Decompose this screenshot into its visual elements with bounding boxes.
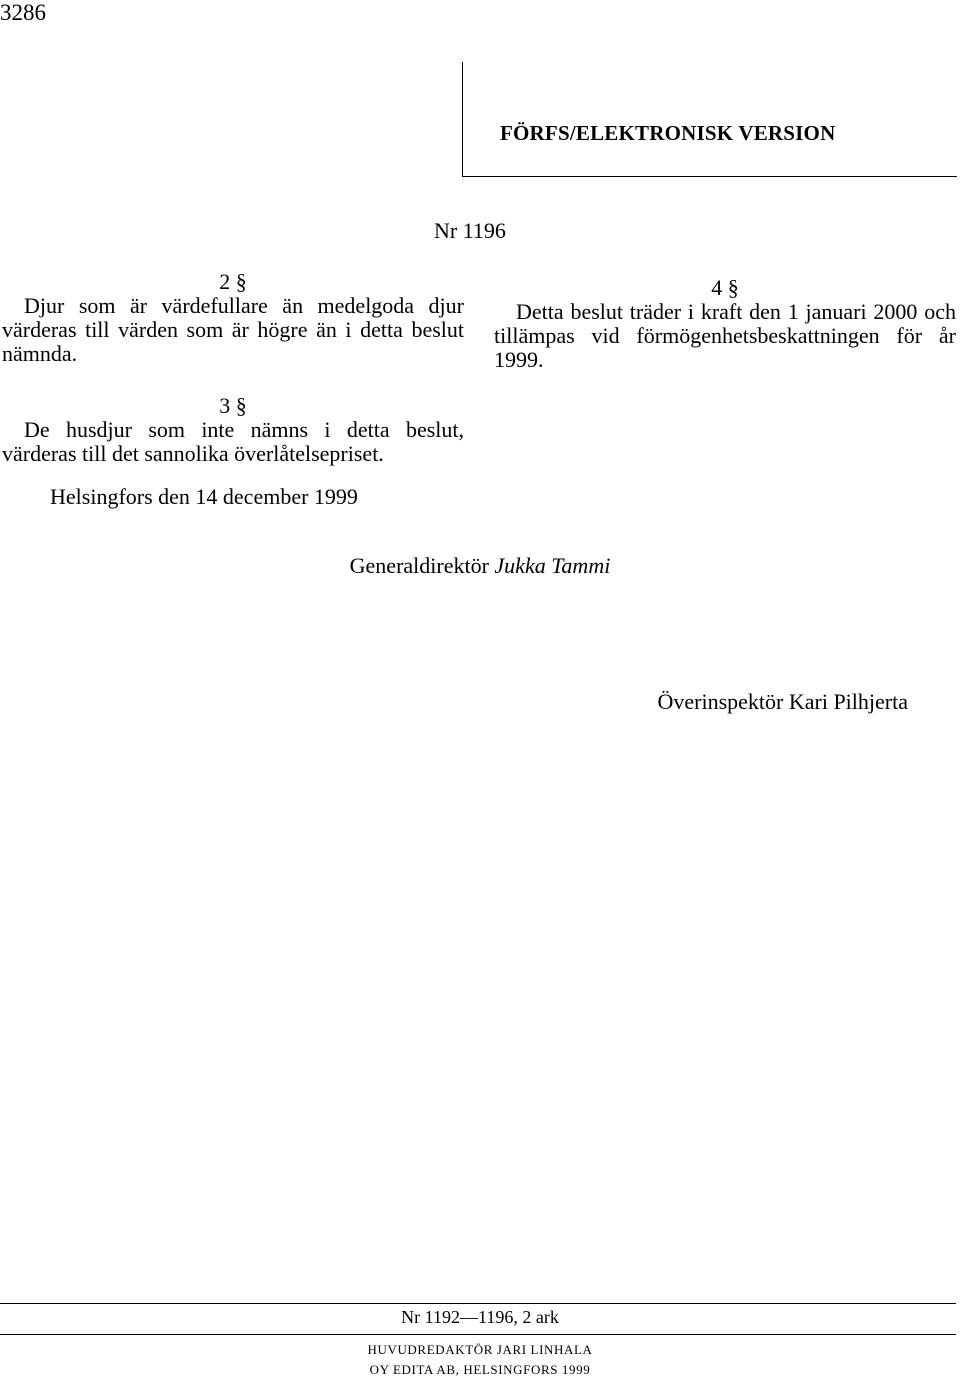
- footer-rule-middle: [0, 1334, 956, 1335]
- section-3-text: De husdjur som inte nämns i detta beslut, värderas till det sannolika överlåtelsepriset.: [2, 417, 464, 466]
- section-3-heading: 3 §: [219, 393, 247, 418]
- section-3: [2, 394, 464, 466]
- footer-rule-top: [0, 1303, 956, 1304]
- section-2-text: Djur som är värdefullare än medelgoda djur värderas till värden som är högre än i detta beslut nämnda.: [2, 293, 464, 366]
- signer-director-general: [0, 553, 960, 579]
- signer1-name: Jukka Tammi: [494, 553, 611, 578]
- statute-number: Nr 1196: [434, 218, 506, 243]
- version-box: [462, 62, 957, 177]
- version-label: FÖRFS/ELEKTRONISK VERSION: [500, 121, 836, 145]
- footer-publisher: OY EDITA AB, HELSINGFORS 1999: [369, 1362, 591, 1377]
- section-2-heading: 2 §: [219, 269, 247, 294]
- footer-editor: HUVUDREDAKTÖR JARI LINHALA: [367, 1342, 593, 1357]
- page-number: 3286: [0, 0, 46, 25]
- signer-chief-inspector: Överinspektör Kari Pilhjerta: [657, 689, 908, 714]
- place-and-date: Helsingfors den 14 december 1999: [50, 484, 358, 509]
- footer-issue-range: Nr 1192—1196, 2 ark: [401, 1307, 559, 1327]
- section-4: [494, 276, 956, 372]
- signer1-title: Generaldirektör: [349, 553, 489, 578]
- section-4-text: Detta beslut träder i kraft den 1 januari 2000 och tillämpas vid förmögenhetsbeskattningen för år 1999.: [494, 299, 956, 372]
- section-4-heading: 4 §: [711, 275, 739, 300]
- section-2: [2, 270, 464, 366]
